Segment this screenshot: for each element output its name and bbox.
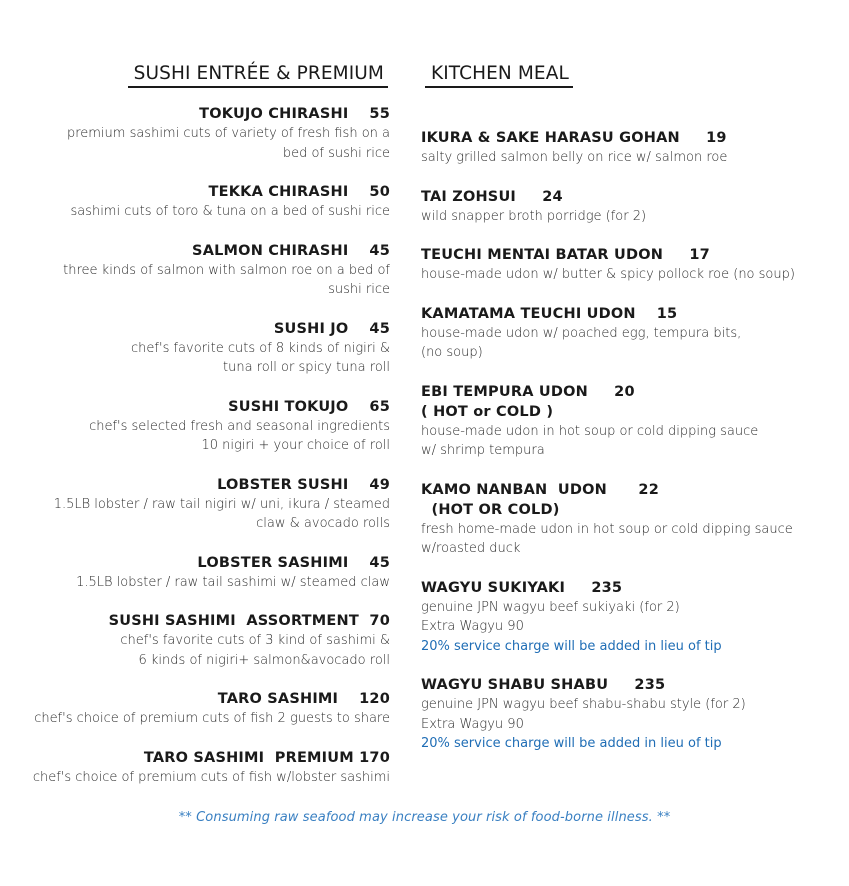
item-desc: three kinds of salmon with salmon roe on a bed of sushi rice <box>63 262 390 297</box>
item-desc: 1.5LB lobster / raw tail nigiri w/ uni, ikura / steamed claw & avocado rolls <box>53 496 390 531</box>
item-name: LOBSTER SUSHI 49 <box>217 476 390 493</box>
menu-item <box>20 689 390 729</box>
menu-item <box>20 553 390 593</box>
item-name: KAMO NANBAN UDON 22 (HOT OR COLD) <box>421 481 659 518</box>
item-desc: chef's favorite cuts of 3 kind of sashimi & 6 kinds of nigiri+ salmon&avocado roll <box>120 633 390 668</box>
menu-item <box>20 397 390 456</box>
service-charge-note: 20% service charge will be added in lieu of tip <box>421 638 722 654</box>
item-desc: premium sashimi cuts of variety of fresh fish on a bed of sushi rice <box>66 126 390 161</box>
menu-item <box>20 182 390 222</box>
service-charge-note: 20% service charge will be added in lieu of tip <box>421 736 722 751</box>
menu-item <box>20 748 390 788</box>
item-desc: house-made udon w/ poached egg, tempura bits, (no soup) <box>421 325 742 360</box>
item-name: TOKUJO CHIRASHI 55 <box>199 106 390 122</box>
item-name: TEUCHI MENTAI BATAR UDON 17 <box>421 247 710 263</box>
item-name: SUSHI TOKUJO 65 <box>228 398 390 415</box>
item-desc: genuine JPN wagyu beef sukiyaki (for 2) Extra Wagyu 90 <box>421 599 680 634</box>
item-name: TARO SASHIMI PREMIUM 170 <box>143 749 390 766</box>
menu-item <box>20 241 390 300</box>
item-desc: house-made udon in hot soup or cold dipping sauce w/ shrimp tempura <box>421 423 759 458</box>
menu-item <box>421 578 831 657</box>
item-name: EBI TEMPURA UDON 20 ( HOT or COLD ) <box>421 383 635 420</box>
item-desc: fresh home-made udon in hot soup or cold dipping sauce w/roasted duck <box>421 521 793 556</box>
menu-item <box>421 128 831 168</box>
item-name: SALMON CHIRASHI 45 <box>192 242 390 259</box>
item-name: TAI ZOHSUI 24 <box>421 188 563 205</box>
item-name: TARO SASHIMI 120 <box>217 691 390 707</box>
menu-item <box>421 382 831 461</box>
item-desc: house-made udon w/ butter & spicy pollock roe (no soup) <box>421 267 795 282</box>
menu-item <box>421 304 831 363</box>
item-name: SUSHI JO 45 <box>273 320 390 337</box>
item-desc: chef's choice of premium cuts of fish 2 guests to share <box>34 711 390 726</box>
item-desc: salty grilled salmon belly on rice w/ salmon roe <box>421 150 728 165</box>
item-name: LOBSTER SASHIMI 45 <box>197 554 390 571</box>
item-name: TEKKA CHIRASHI 50 <box>208 184 390 200</box>
menu-item <box>20 319 390 378</box>
kitchen-column <box>421 62 831 754</box>
item-desc: chef's selected fresh and seasonal ingredients 10 nigiri + your choice of roll <box>89 418 390 453</box>
item-name: IKURA & SAKE HARASU GOHAN 19 <box>421 130 727 146</box>
menu-item <box>421 187 831 227</box>
item-desc: sashimi cuts of toro & tuna on a bed of sushi rice <box>70 204 390 219</box>
menu-item <box>20 475 390 534</box>
menu-item <box>20 104 390 163</box>
raw-seafood-warning: ** Consuming raw seafood may increase your risk of food-borne illness. ** <box>178 810 671 825</box>
menu-item <box>421 245 831 285</box>
sushi-heading: SUSHI ENTRÉE & PREMIUM <box>128 62 388 88</box>
item-name: WAGYU SHABU SHABU 235 <box>421 677 666 693</box>
item-name: SUSHI SASHIMI ASSORTMENT 70 <box>108 613 390 629</box>
menu-item <box>20 611 390 670</box>
item-desc: chef's favorite cuts of 8 kinds of nigiri & tuna roll or spicy tuna roll <box>131 340 390 375</box>
item-name: WAGYU SUKIYAKI 235 <box>421 579 623 596</box>
item-desc: wild snapper broth porridge (for 2) <box>421 208 647 224</box>
menu-item <box>421 480 831 559</box>
item-name: KAMATAMA TEUCHI UDON 15 <box>421 305 678 322</box>
kitchen-heading: KITCHEN MEAL <box>425 62 573 88</box>
sushi-column <box>20 62 390 787</box>
menu-item <box>421 675 831 754</box>
item-desc: 1.5LB lobster / raw tail sashimi w/ steamed claw <box>76 574 390 590</box>
item-desc: chef's choice of premium cuts of fish w/lobster sashimi <box>32 769 390 785</box>
item-desc: genuine JPN wagyu beef shabu-shabu style (for 2) Extra Wagyu 90 <box>421 697 746 732</box>
